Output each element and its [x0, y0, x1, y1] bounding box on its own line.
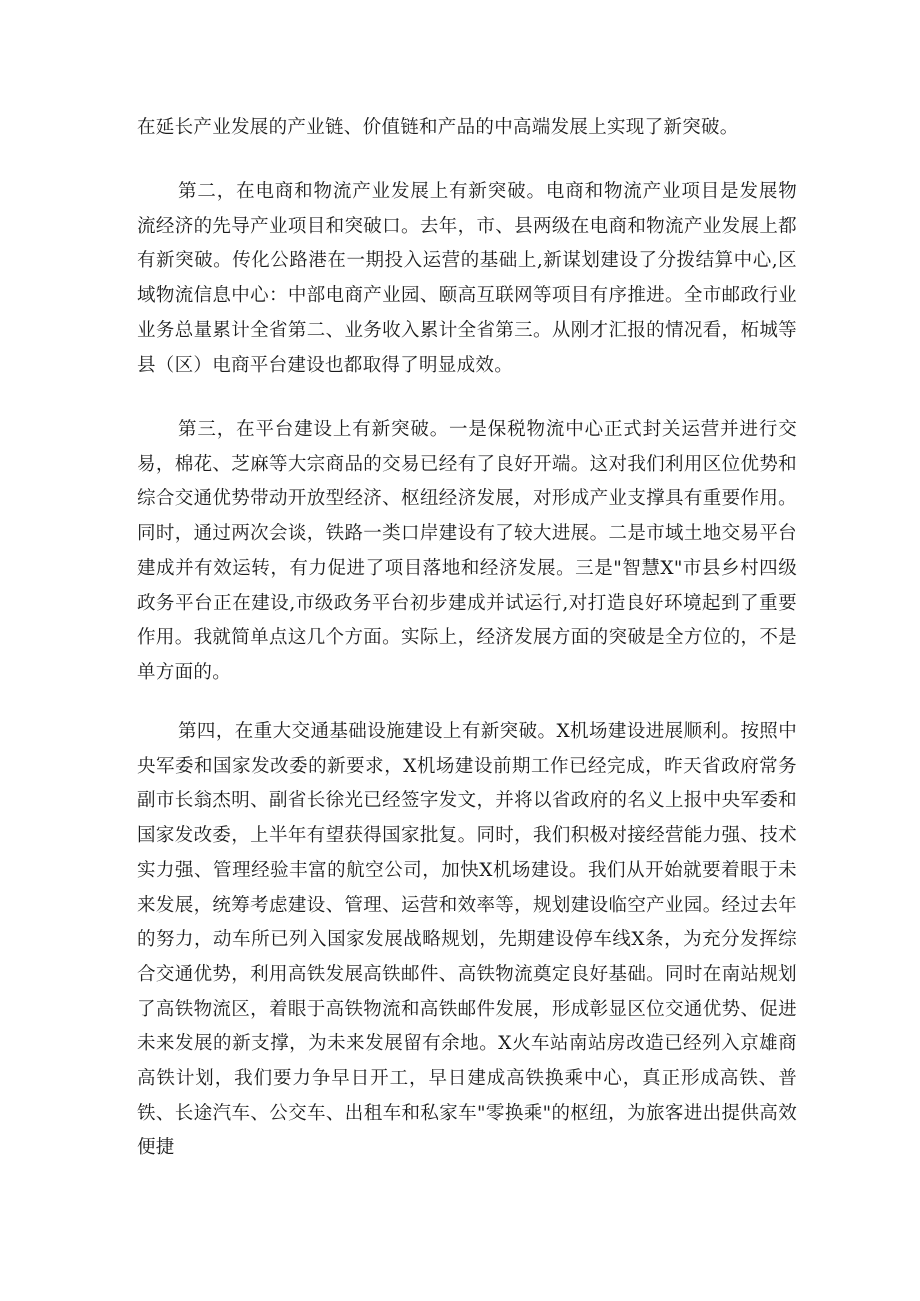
paragraph-fourth-point: 第四，在重大交通基础设施建设上有新突破。X机场建设进展顺利。按照中央军委和国家发改委的新要求，X机场建设前期工作已经完成，昨天省政府常务副市长翁杰明、副省长徐光已经签字发文，并将以省政府的名义上报中央军委和国家发改委，上半年有望获得国家批复。同时，我们积极对接经营能力强、技术实力强、管理经验丰富的航空公司，加快X机场建设。我们从开始就要着眼于未来发展，统筹考虑建设、管理、运营和效率等，规划建设临空产业园。经过去年的努力，动车所已列入国家发展战略规划，先期建设停车线X条，为充分发挥综合交通优势，利用高铁发展高铁邮件、高铁物流奠定良好基础。同时在南站规划了高铁物流区，着眼于高铁物流和高铁邮件发展，形成彰显区位交通优势、促进未来发展的新支撑，为未来发展留有余地。X火车站南站房改造已经列入京雄商高铁计划，我们要力争早日开工，早日建成高铁换乘中心，真正形成高铁、普铁、长途汽车、公交车、出租车和私家车"零换乘"的枢纽，为旅客进出提供高效便捷 [137, 721, 797, 1159]
paragraph-second-point: 第二，在电商和物流产业发展上有新突破。电商和物流产业项目是发展物流经济的先导产业项目和突破口。去年，市、县两级在电商和物流产业发展上都有新突破。传化公路港在一期投入运营的基础上,新谋划建设了分拨结算中心,区域物流信息中心：中部电商产业园、颐高互联网等项目有序推进。全市邮政行业业务总量累计全省第二、业务收入累计全省第三。从刚才汇报的情况看，柘城等县（区）电商平台建设也都取得了明显成效。 [137, 181, 797, 376]
paragraph-continuation: 在延长产业发展的产业链、价值链和产品的中高端发展上实现了新突破。 [137, 117, 739, 138]
paragraph-third-point: 第三，在平台建设上有新突破。一是保税物流中心正式封关运营并进行交易，棉花、芝麻等大宗商品的交易已经有了良好开端。这对我们利用区位优势和综合交通优势带动开放型经济、枢纽经济发展，对形成产业支撑具有重要作用。同时，通过两次会谈，铁路一类口岸建设有了较大进展。二是市域土地交易平台建成并有效运转，有力促进了项目落地和经济发展。三是"智慧X"市县乡村四级政务平台正在建设,市级政务平台初步建成并试运行,对打造良好环境起到了重要作用。我就简单点这几个方面。实际上，经济发展方面的突破是全方位的，不是单方面的。 [137, 419, 797, 683]
